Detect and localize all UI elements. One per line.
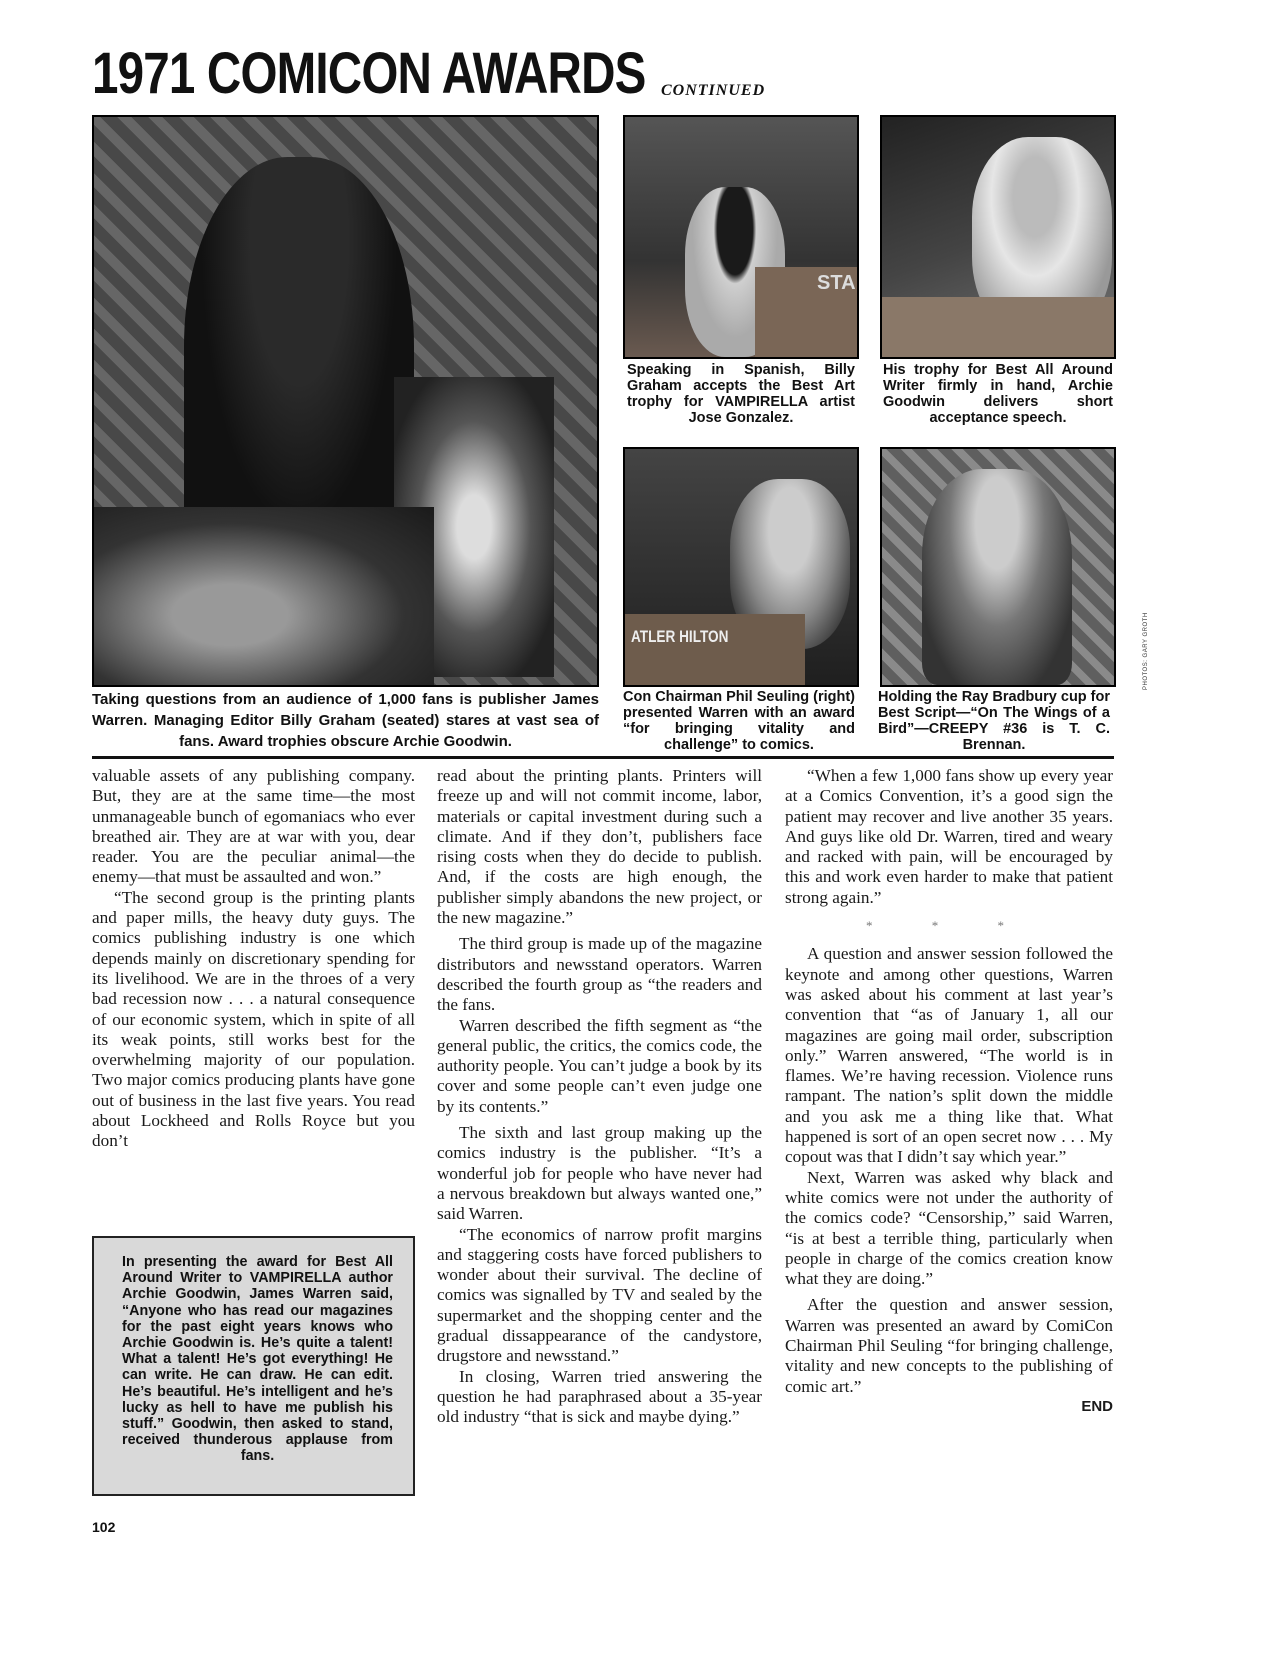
caption-top-middle: Speaking in Spanish, Billy Graham accepts the Best Art trophy for VAMPIRELLA artist Jose Gonzalez. [627,362,855,426]
paragraph: “When a few 1,000 fans show up every year at a Comics Convention, it’s a good sign the patient may recover and live another 35 years. And guys like old Dr. Warren, tired and weary and racked with pain, will be encouraged by this and work even harder to make that patient strong again.” [785,766,1113,907]
photo-billy-graham [623,115,859,359]
caption-bottom-middle: Con Chairman Phil Seuling (right) presented Warren with an award “for bringing vitality and challenge” to comics. [623,689,855,753]
paragraph: After the question and answer session, Warren was presented an award by ComiCon Chairman Phil Seuling “for bringing challenge, vitality and new concepts to the publishing of comic art.” [785,1295,1113,1396]
section-separator: * * * [866,918,1032,934]
paragraph: “The second group is the printing plants and paper mills, the heavy duty guys. The comics publishing industry is one which depends mainly on discretionary spending for its livelihood. We are in the throes of a very bad recession now . . . a natural consequence of our economic system, which in spite of all its weak points, still works best for the overwhelming majority of our population. Two major comics producing plants have gone out of business in the last five years. You read about Lockheed and Rolls Royce but you don’t [92,887,415,1151]
photo-credit: PHOTOS: GARY GROTH [1143,612,1149,690]
paragraph: A question and answer session followed the keynote and among other questions, Warren was asked about his comment at last year’s convention that “as of January 1, all our magazines are going mail order, subscription only.” Warren answered, “The world is in flames. We’re having recession. Violence runs rampant. The nation’s split down the middle and you ask me a thing like that. What happened is sort of an open secret now . . . My copout was that I didn’t say which year.” [785,944,1113,1167]
photo-james-warren [92,115,599,687]
caption-bottom-right: Holding the Ray Bradbury cup for Best Script—“On The Wings of a Bird”—CREEPY #36 is T. C. Brennan. [878,689,1111,753]
end-mark: END [1081,1397,1113,1415]
paragraph: Warren described the fifth segment as “the general public, the critics, the comics code, the authority people. You can’t judge a book by its cover and some people can’t even judge one by its contents.” [437,1015,762,1116]
paragraph: In closing, Warren tried answering the question he had paraphrased about a 35-year old industry “that is sick and maybe dying.” [437,1366,762,1427]
sidebar-quote-box [92,1236,415,1496]
paragraph: Next, Warren was asked why black and white comics were not under the authority of the comics code? “Censorship,” said Warren, “is at best a terrible thing, particularly when people in charge of the comics creation know what they are doing.” [785,1167,1113,1289]
page-title: 1971 COMICON AWARDS [92,41,646,106]
caption-main: Taking questions from an audience of 1,000 fans is publisher James Warren. Managing Editor Billy Graham (seated) stares at vast sea of fans. Award trophies obscure Archie Goodwin. [92,691,599,750]
page-number: 102 [92,1519,116,1535]
divider-rule [92,756,1114,759]
photo-phil-seuling [623,447,859,687]
sidebar-quote-text: In presenting the award for Best All Around Writer to VAMPIRELLA author Archie Goodwin, James Warren said, “Anyone who has read our magazines for the past eight years knows who Archie Goodwin is. He’s quite a talent! What a talent! He’s got everything! He can write. He can draw. He can edit. He’s beautiful. He’s intelligent and he’s lucky as hell to have me publish his stuff.” Goodwin, then asked to stand, received thunderous applause from fans. [122,1254,393,1465]
article-column-1 [92,766,415,1152]
paragraph: The sixth and last group making up the comics industry is the publisher. “It’s a wonderful job for people who have never had a nervous breakdown but always wanted one,” said Warren. [437,1123,762,1224]
caption-top-right: His trophy for Best All Around Writer firmly in hand, Archie Goodwin delivers short acceptance speech. [883,362,1113,426]
paragraph: The third group is made up of the magazine distributors and newsstand operators. Warren described the fourth group as “the readers and the fans. [437,934,762,1015]
article-column-3 [785,766,1113,1417]
paragraph: valuable assets of any publishing company. But, they are at the same time—the most unmanageable bunch of egomaniacs who ever breathed air. They are at war with you, dear reader. You are the peculiar animal—the enemy—that must be assaulted and won.” [92,766,415,887]
podium-sign: ATLER HILTON [631,627,729,646]
continued-label: CONTINUED [661,82,766,99]
paragraph: read about the printing plants. Printers will freeze up and will not commit income, labor, materials or capital investment during such a climate. And if they don’t, publishers face rising costs when they do decide to publish. And, if the costs are high enough, the publisher simply abandons the new project, or the new magazine.” [437,766,762,928]
podium-sign: STA [817,272,856,294]
article-column-2 [437,766,762,1428]
paragraph: “The economics of narrow profit margins and staggering costs have forced publishers to wonder about their survival. The decline of comics was signalled by TV and sealed by the supermarket and the shopping center and the gradual dissappearance of the candystore, drugstore and newsstand.” [437,1224,762,1366]
photo-tc-brennan [880,447,1116,687]
photo-archie-goodwin [880,115,1116,359]
